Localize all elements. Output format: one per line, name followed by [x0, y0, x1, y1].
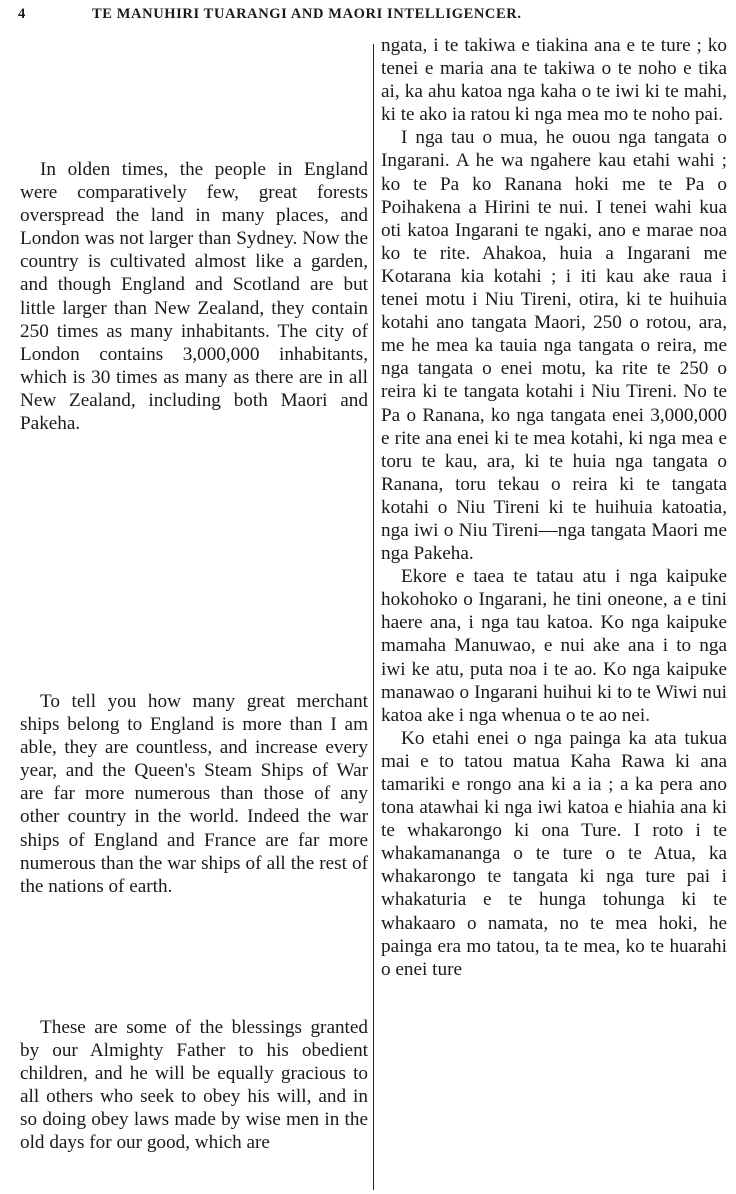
running-title: TE MANUHIRI TUARANGI AND MAORI INTELLIGENCER.	[92, 6, 522, 22]
page-header	[18, 6, 718, 32]
maori-paragraph-1: ngata, i te takiwa e tiakina ana e te ture ; ko tenei e maria ana te takiwa o te noho e tika ai, ka ahu katoa nga kaha o te iwi ki te mahi, ki te ako ia ratou ki nga mea mo te noho pai.	[381, 35, 727, 126]
column-divider	[373, 44, 374, 1190]
maori-column	[381, 34, 727, 981]
maori-paragraph-3: Ekore e taea te tatau atu i nga kaipuke hokohoko o Ingarani, he tini oneone, a e tini haere ana, i nga tau katoa. Ko nga kaipuke mamaha Manuwao, e nui ake ana i to nga iwi ke atu, puta noa i te ao. Ko nga kaipuke manawao o Ingarani huihui ki to te Wiwi nui katoa ake i nga whenua o te ao nei.	[381, 566, 727, 726]
english-paragraph-1: In olden times, the people in England were comparatively few, great forests overspread the land in many places, and London was not larger than Sydney. Now the country is cultivated almost like a garden, and though England and Scotland are but little larger than New Zealand, they contain 250 times as many inhabitants. The city of London contains 3,000,000 inhabitants, which is 30 times as many as there are in all New Zealand, including both Maori and Pakeha.	[20, 159, 368, 435]
english-paragraph-3: These are some of the blessings granted by our Almighty Father to his obedient children, and he will be equally gracious to all others who seek to obey his will, and in so doing obey laws made by wise men in the old days for our good, which are	[20, 1017, 368, 1154]
maori-paragraph-2: I nga tau o mua, he ouou nga tangata o Ingarani. A he wa ngahere kau etahi wahi ; ko te Pa ko Ranana hoki me te Pa o Poihakena a Hirini te nui. I tenei wahi kua oti katoa Ingarani te ngaki, ano e marae noa ko te rite. Ahakoa, huia a Ingarani me Kotarana kia kotahi ; i iti kau ake raua i tenei motu i Niu Tireni, otira, ki te huihuia kotahi ano tangata Maori, 250 o rotou, ara, me he mea ka tauia nga tangata o reira, me nga tangata o enei motu, ka rite te 250 o reira ki te tangata kotahi i Niu Tireni. No te Pa o Ranana, ko nga tangata enei 3,000,000 e rite ana enei ki te mea kotahi, ki nga mea e toru te kau, ara, ki te huia nga tangata o Ranana, toru tekau o reira ki te tangata kotahi o Niu Tireni ki te huihuia katoatia, nga iwi o Niu Tireni—nga tangata Maori me nga Pakeha.	[381, 127, 727, 565]
maori-paragraph-4: Ko etahi enei o nga painga ka ata tukua mai e to tatou matua Kaha Rawa ki ana tamariki e rongo ana ki a ia ; a ka pera ano tona atawhai ki nga iwi katoa e hiahia ana ki te whakarongo ki ona Ture. I roto i te whakamananga o te ture o te Atua, ka whakarongo te tangata ki nga ture pai i whakaturia e te hunga tohunga ki te whakaaro o namata, no te mea hoki, he painga era mo tatou, ta te mea, ko te huarahi o enei ture	[381, 727, 727, 980]
english-paragraph-2: To tell you how many great merchant ships belong to England is more than I am able, they are countless, and increase every year, and the Queen's Steam Ships of War are far more numerous than those of any other country in the world. Indeed the war ships of England and France are far more numerous than the war ships of all the rest of the nations of earth.	[20, 691, 368, 897]
page-number: 4	[18, 6, 26, 22]
